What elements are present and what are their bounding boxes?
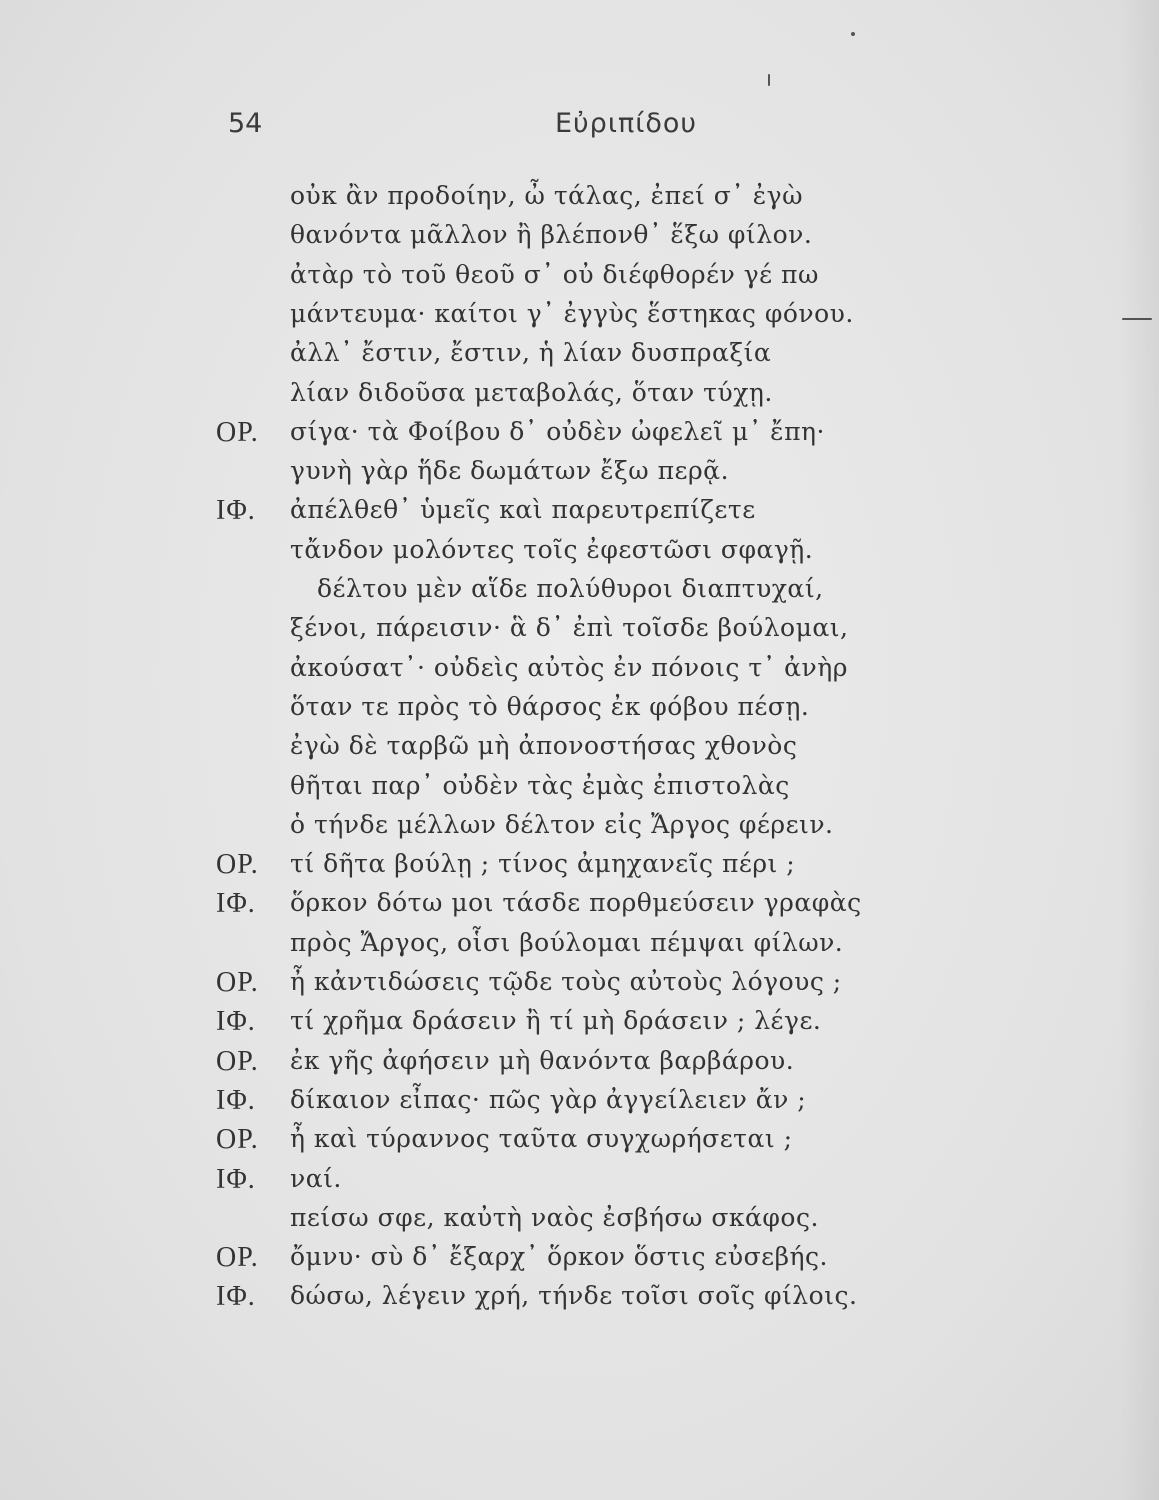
speaker-label: ΟΡ. bbox=[216, 1046, 259, 1077]
verse-line bbox=[0, 810, 1159, 850]
speaker-label: ΙΦ. bbox=[216, 888, 256, 919]
verse-text: σίγα· τὰ Φοίβου δ᾽ οὐδὲν ὠφελεῖ μ᾽ ἔπη· bbox=[290, 417, 825, 446]
speaker-label: ΟΡ. bbox=[216, 967, 259, 998]
speaker-label: ΙΦ. bbox=[216, 1006, 256, 1037]
verse-text: ὅταν τε πρὸς τὸ θάρσος ἐκ φόβου πέσῃ. bbox=[290, 692, 810, 721]
verse-line bbox=[0, 613, 1159, 653]
verse-line bbox=[0, 220, 1159, 260]
verse-text: ὁ τήνδε μέλλων δέλτον εἰς Ἄργος φέρειν. bbox=[290, 810, 834, 839]
speaker-label: ΙΦ. bbox=[216, 1281, 256, 1312]
verse-text: οὐκ ἂν προδοίην, ὦ τάλας, ἐπεί σ᾽ ἐγὼ bbox=[290, 181, 803, 210]
page-edge-shadow bbox=[1119, 0, 1159, 1500]
verse-text: ἦ καὶ τύραννος ταῦτα συγχωρήσεται ; bbox=[290, 1124, 793, 1153]
verse-text: ἐγὼ δὲ ταρβῶ μὴ ἀπονοστήσας χθονὸς bbox=[290, 731, 798, 760]
verse-line bbox=[0, 849, 1159, 889]
speaker-label: ΙΦ. bbox=[216, 1164, 256, 1195]
verse-line bbox=[0, 338, 1159, 378]
verse-line bbox=[0, 1242, 1159, 1282]
speaker-label: ΟΡ. bbox=[216, 849, 259, 880]
verse-text: ναί. bbox=[290, 1164, 342, 1193]
running-head: Εὐριπίδου bbox=[555, 108, 698, 139]
speck bbox=[768, 74, 770, 86]
verse-text: τί χρῆμα δράσειν ἢ τί μὴ δράσειν ; λέγε. bbox=[290, 1006, 822, 1035]
verse-line bbox=[0, 1281, 1159, 1321]
verse-line bbox=[0, 260, 1159, 300]
verse-text: λίαν διδοῦσα μεταβολάς, ὅταν τύχῃ. bbox=[290, 378, 773, 407]
verse-text: θῆται παρ᾽ οὐδὲν τὰς ἐμὰς ἐπιστολὰς bbox=[290, 771, 790, 800]
verse-text: πείσω σφε, καὐτὴ ναὸς ἐσβήσω σκάφος. bbox=[290, 1203, 819, 1232]
verse-line bbox=[0, 1164, 1159, 1204]
speaker-label: ΙΦ. bbox=[216, 1085, 256, 1116]
verse-text: ὄμνυ· σὺ δ᾽ ἔξαρχ᾽ ὅρκον ὅστις εὐσεβής. bbox=[290, 1242, 828, 1271]
verse-text: ἐκ γῆς ἀφήσειν μὴ θανόντα βαρβάρου. bbox=[290, 1046, 795, 1075]
verse-text: ὅρκον δότω μοι τάσδε πορθμεύσειν γραφὰς bbox=[290, 888, 862, 917]
speaker-label: ΟΡ. bbox=[216, 1242, 259, 1273]
verse-text: ἀτὰρ τὸ τοῦ θεοῦ σ᾽ οὐ διέφθορέν γέ πω bbox=[290, 260, 819, 289]
speck bbox=[851, 32, 855, 36]
verse-text: τἄνδον μολόντες τοῖς ἐφεστῶσι σφαγῇ. bbox=[290, 535, 814, 564]
verse-text: γυνὴ γὰρ ἥδε δωμάτων ἔξω περᾷ. bbox=[290, 456, 730, 485]
verse-line bbox=[0, 378, 1159, 418]
verse-line bbox=[0, 456, 1159, 496]
verse-text: δίκαιον εἶπας· πῶς γὰρ ἀγγείλειεν ἄν ; bbox=[290, 1085, 807, 1114]
verse-line bbox=[0, 928, 1159, 968]
verse-line bbox=[0, 181, 1159, 221]
verse-text: ξένοι, πάρεισιν· ἃ δ᾽ ἐπὶ τοῖσδε βούλομαι, bbox=[290, 613, 849, 642]
verse-line bbox=[0, 771, 1159, 811]
verse-line bbox=[0, 1046, 1159, 1086]
speaker-label: ΙΦ. bbox=[216, 495, 256, 526]
verse-line bbox=[0, 692, 1159, 732]
page-number: 54 bbox=[228, 108, 263, 139]
verse-text: μάντευμα· καίτοι γ᾽ ἐγγὺς ἕστηκας φόνου. bbox=[290, 299, 854, 328]
verse-line bbox=[0, 1203, 1159, 1243]
verse-line bbox=[0, 731, 1159, 771]
verse-line bbox=[0, 1124, 1159, 1164]
speaker-label: ΟΡ. bbox=[216, 1124, 259, 1155]
verse-text: ἦ κἀντιδώσεις τῷδε τοὺς αὐτοὺς λόγους ; bbox=[290, 967, 842, 996]
verse-text: ἀλλ᾽ ἔστιν, ἔστιν, ἡ λίαν δυσπραξία bbox=[290, 338, 772, 367]
verse-line bbox=[0, 574, 1159, 614]
verse-text: δέλτου μὲν αἵδε πολύθυροι διαπτυχαί, bbox=[317, 574, 824, 603]
verse-line bbox=[0, 888, 1159, 928]
verse-text: ἀπέλθεθ᾽ ὑμεῖς καὶ παρευτρεπίζετε bbox=[290, 495, 756, 524]
verse-text: δώσω, λέγειν χρή, τήνδε τοῖσι σοῖς φίλοις. bbox=[290, 1281, 858, 1310]
verse-text: θανόντα μᾶλλον ἢ βλέπονθ᾽ ἕξω φίλον. bbox=[290, 220, 813, 249]
verse-line bbox=[0, 495, 1159, 535]
verse-line bbox=[0, 299, 1159, 339]
verse-line bbox=[0, 535, 1159, 575]
verse-line bbox=[0, 653, 1159, 693]
verse-text: τί δῆτα βούλῃ ; τίνος ἀμηχανεῖς πέρι ; bbox=[290, 849, 796, 878]
verse-line bbox=[0, 1006, 1159, 1046]
verse-text: πρὸς Ἄργος, οἷσι βούλομαι πέμψαι φίλων. bbox=[290, 928, 844, 957]
verse-text: ἀκούσατ᾽· οὐδεὶς αὐτὸς ἐν πόνοις τ᾽ ἀνὴρ bbox=[290, 653, 848, 682]
verse-line bbox=[0, 1085, 1159, 1125]
verse-line bbox=[0, 967, 1159, 1007]
speaker-label: ΟΡ. bbox=[216, 417, 259, 448]
verse-line bbox=[0, 417, 1159, 457]
